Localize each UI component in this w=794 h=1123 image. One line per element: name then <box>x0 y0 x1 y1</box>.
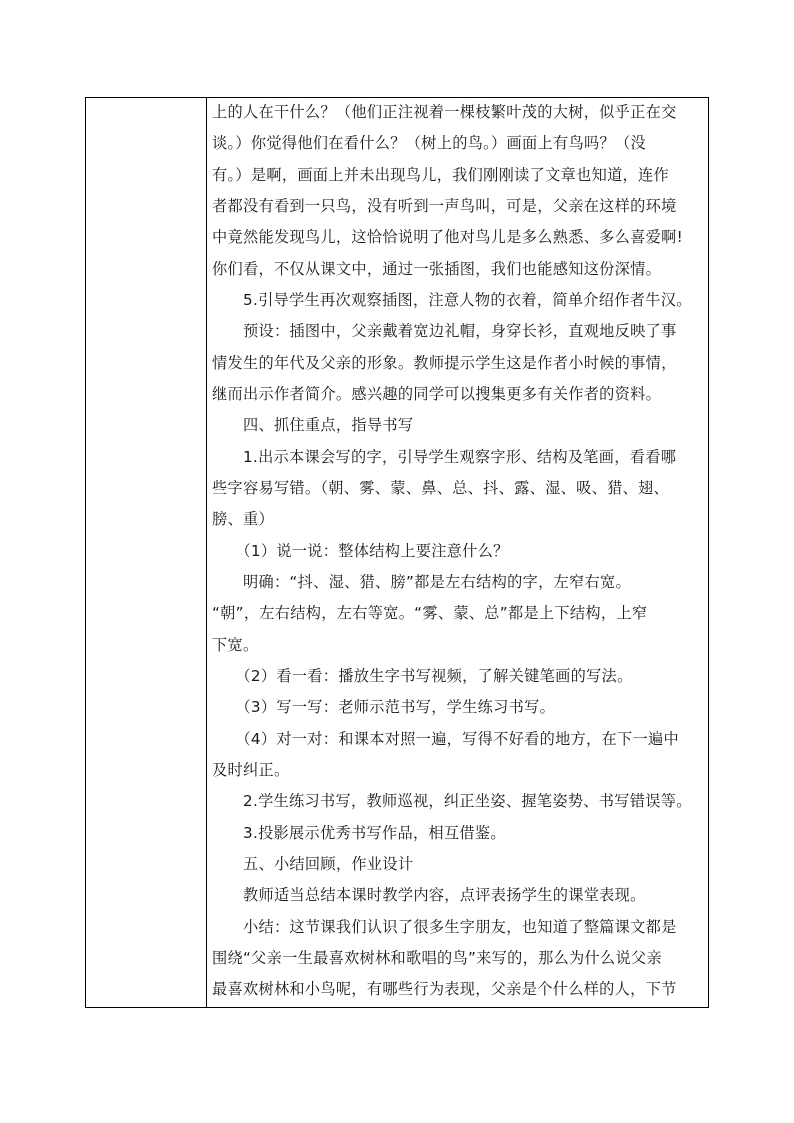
text-line: 继而出示作者简介。感兴趣的同学可以搜集更多有关作者的资料。 <box>212 385 662 403</box>
text-line: “朝”，左右结构，左右等宽。“雾、蒙、总”都是上下结构，上窄 <box>212 604 648 622</box>
text-line: （3）写一写：老师示范书写，学生练习书写。 <box>212 698 556 716</box>
text-line: （2）看一看：播放生字书写视频，了解关键笔画的写法。 <box>212 667 633 685</box>
text-line: 你们看，不仅从课文中，通过一张插图，我们也能感知这份深情。 <box>212 260 662 278</box>
text-line: 5.引导学生再次观察插图，注意人物的衣着，简单介绍作者牛汉。 <box>212 291 692 309</box>
section-heading: 四、抓住重点，指导书写 <box>212 416 414 434</box>
text-line: 上的人在干什么？（他们正注视着一棵枝繁叶茂的大树，似乎正在交 <box>212 103 677 121</box>
table-right-column <box>207 98 708 1007</box>
text-line: 1.出示本课会写的字，引导学生观察字形、结构及笔画，看看哪 <box>212 448 677 466</box>
text-line: 谈。）你觉得他们在看什么？（树上的鸟。）画面上有鸟吗？（没 <box>212 134 646 152</box>
lesson-plan-table <box>85 97 709 1008</box>
text-line: 膀、重） <box>212 510 274 528</box>
text-line: 些字容易写错。（朝、雾、蒙、鼻、总、抖、露、湿、吸、猎、翅、 <box>212 479 670 497</box>
text-line: 教师适当总结本课时教学内容，点评表扬学生的课堂表现。 <box>212 886 646 904</box>
section-heading: 五、小结回顾，作业设计 <box>212 855 414 873</box>
text-line: 预设：插图中，父亲戴着宽边礼帽，身穿长衫，直观地反映了事 <box>212 322 677 340</box>
table-left-column <box>86 98 207 1007</box>
text-line: 2.学生练习书写，教师巡视，纠正坐姿、握笔姿势、书写错误等。 <box>212 792 692 810</box>
text-line: 围绕“父亲一生最喜欢树林和歌唱的鸟”来写的，那么为什么说父亲 <box>212 949 662 967</box>
text-line: 下宽。 <box>212 636 259 654</box>
text-line: 有。）是啊，画面上并未出现鸟儿，我们刚刚读了文章也知道，连作 <box>212 166 670 184</box>
text-line: 3.投影展示优秀书写作品，相互借鉴。 <box>212 824 506 842</box>
text-line: 及时纠正。 <box>212 761 290 779</box>
text-line: 明确：“抖、湿、猎、膀”都是左右结构的字，左窄右宽。 <box>212 573 632 591</box>
text-line: 中竟然能发现鸟儿，这恰恰说明了他对鸟儿是多么熟悉、多么喜爱啊! <box>212 228 684 246</box>
text-line: 小结：这节课我们认识了很多生字朋友，也知道了整篇课文都是 <box>212 918 677 936</box>
text-line: （4）对一对：和课本对照一遍，写得不好看的地方，在下一遍中 <box>212 730 679 748</box>
text-line: 最喜欢树林和小鸟呢，有哪些行为表现，父亲是个什么样的人，下节 <box>212 980 677 998</box>
text-line: 者都没有看到一只鸟，没有听到一声鸟叫，可是，父亲在这样的环境 <box>212 197 677 215</box>
text-line: 情发生的年代及父亲的形象。教师提示学生这是作者小时候的事情， <box>212 354 677 372</box>
text-line: （1）说一说：整体结构上要注意什么？ <box>212 542 509 560</box>
